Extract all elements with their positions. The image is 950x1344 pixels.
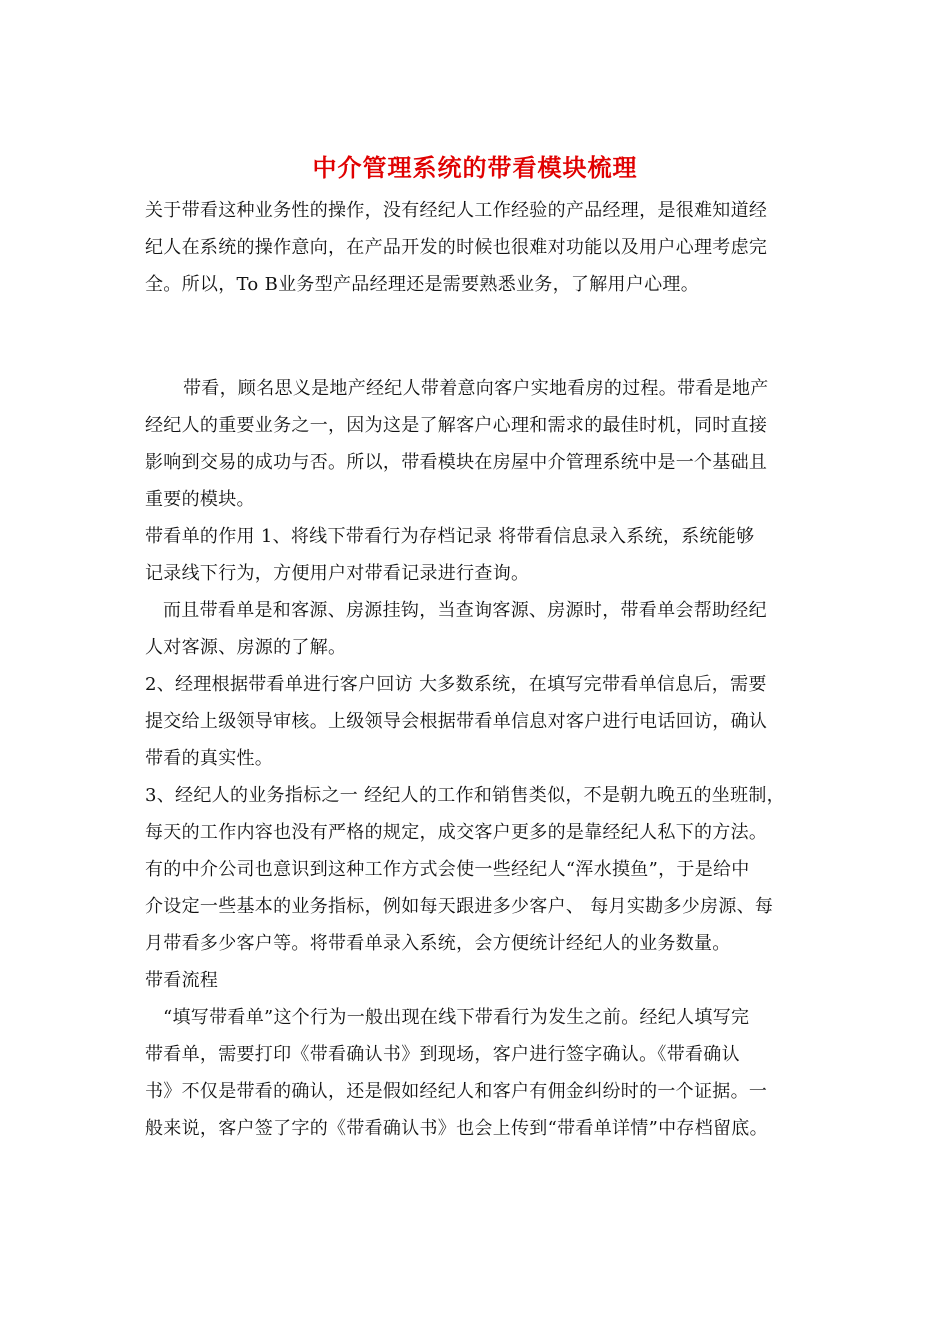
body-line: 3、经纪人的业务指标之一 经纪人的工作和销售类似，不是朝九晚五的坐班制， [145, 785, 785, 806]
body-line: 影响到交易的成功与否。所以，带看模块在房屋中介管理系统中是一个基础且 [145, 452, 768, 473]
body-line: 月带看多少客户等。将带看单录入系统，会方便统计经纪人的业务数量。 [145, 933, 731, 954]
body-line: 带看单，需要打印《带看确认书》到现场，客户进行签字确认。《带看确认 [145, 1044, 740, 1065]
document-title: 中介管理系统的带看模块梳理 [312, 153, 638, 182]
body-line: 提交给上级领导审核。上级领导会根据带看单信息对客户进行电话回访，确认 [145, 711, 768, 732]
intro-line: 纪人在系统的操作意向，在产品开发的时候也很难对功能以及用户心理考虑完 [145, 237, 768, 258]
body-line: 每天的工作内容也没有严格的规定，成交客户更多的是靠经纪人私下的方法。 [145, 822, 768, 843]
body-line: 带看单的作用 1、将线下带看行为存档记录 将带看信息录入系统，系统能够 [145, 526, 755, 547]
body-line: 而且带看单是和客源、房源挂钩，当查询客源、房源时，带看单会帮助经纪 [163, 600, 767, 621]
body-line: 带看，顾名思义是地产经纪人带着意向客户实地看房的过程。带看是地产 [183, 378, 769, 399]
body-line: 介设定一些基本的业务指标，例如每天跟进多少客户、 每月实勘多少房源、每 [145, 896, 774, 917]
body-line: 重要的模块。 [145, 489, 255, 510]
body-line: 2、经理根据带看单进行客户回访 大多数系统，在填写完带看单信息后，需要 [145, 674, 767, 695]
body-line: 有的中介公司也意识到这种工作方式会使一些经纪人“浑水摸鱼”，于是给中 [145, 859, 750, 880]
body-line: “填写带看单”这个行为一般出现在线下带看行为发生之前。经纪人填写完 [163, 1007, 750, 1028]
body-line: 人对客源、房源的了解。 [145, 637, 347, 658]
intro-line: 全。所以，To B业务型产品经理还是需要熟悉业务，了解用户心理。 [145, 274, 699, 295]
section-heading: 带看流程 [145, 970, 219, 991]
intro-line: 关于带看这种业务性的操作，没有经纪人工作经验的产品经理，是很难知道经 [145, 200, 768, 221]
body-line: 带看的真实性。 [145, 748, 274, 769]
body-line: 记录线下行为，方便用户对带看记录进行查询。 [145, 563, 530, 584]
body-line: 书》不仅是带看的确认，还是假如经纪人和客户有佣金纠纷时的一个证据。一 [145, 1081, 768, 1102]
body-line: 般来说，客户签了字的《带看确认书》也会上传到“带看单详情”中存档留底。 [145, 1118, 768, 1139]
body-line: 经纪人的重要业务之一，因为这是了解客户心理和需求的最佳时机，同时直接 [145, 415, 768, 436]
